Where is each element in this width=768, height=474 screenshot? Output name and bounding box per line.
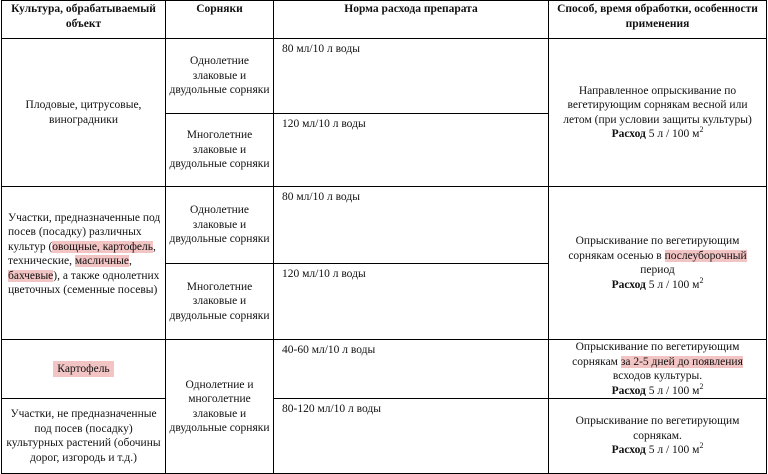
method-cell: Опрыскивание по вегетирующим сорнякам осенью в послеуборочный период Расход 5 л / 100 $м^2$ xyxy=(549,187,767,340)
table-row xyxy=(2,39,767,114)
culture-cell: Участки, предназначенные под посев (посадку) различных культур (овощные, картофель, технические, масличные, бахчевые), а также однолетних цветочных (семенные посевы) xyxy=(2,187,166,340)
weeds-cell: Однолетние и многолетние злаковые и двудольные сорняки xyxy=(166,340,274,474)
table-row xyxy=(2,340,767,399)
culture-cell: Плодовые, цитрусовые, виноградники xyxy=(2,39,166,187)
consumption-label: Расход xyxy=(611,128,646,140)
consumption-value: 5 л / 100 м xyxy=(648,444,700,457)
header-culture: Культура, обрабатываемый объект xyxy=(2,1,166,39)
rate-cell: 40-60 мл/10 л воды xyxy=(274,340,549,399)
consumption-sup: 2 xyxy=(699,381,704,391)
weeds-cell: Многолетние злаковые и двудольные сорняки xyxy=(166,264,274,340)
weeds-cell: Однолетние злаковые и двудольные сорняки xyxy=(166,187,274,264)
consumption-sup: 2 xyxy=(699,441,704,451)
weeds-cell: Многолетние злаковые и двудольные сорняки xyxy=(166,114,274,187)
consumption-sup: 2 xyxy=(699,275,704,285)
culture-cell xyxy=(2,340,166,399)
rate-cell: 80 мл/10 л воды xyxy=(274,39,549,114)
rate-cell: 80-120 мл/10 л воды xyxy=(274,399,549,474)
header-weeds: Сорняки xyxy=(166,1,274,39)
consumption-value: 5 л / 100 м xyxy=(648,278,700,291)
method-cell xyxy=(549,39,767,187)
highlight: Картофель xyxy=(53,361,113,377)
weeds-cell: Однолетние злаковые и двудольные сорняки xyxy=(166,39,274,114)
header-method: Способ, время обработки, особенности применения xyxy=(549,1,767,39)
rate-cell: 120 мл/10 л воды xyxy=(274,264,549,340)
highlight: бахчевые xyxy=(8,269,54,282)
consumption-value: 5 л / 100 м xyxy=(648,384,700,397)
culture-cell: Участки, не предназначенные под посев (посадку) культурных растений (обочины дорог, изгородь и т.д.) xyxy=(2,399,166,474)
table-row xyxy=(2,399,767,474)
consumption-label: Расход xyxy=(611,278,646,291)
consumption-sup: 2 xyxy=(699,125,704,135)
table-header-row xyxy=(2,1,767,39)
highlight: послеуборочный xyxy=(664,249,747,262)
herbicide-application-table xyxy=(1,0,767,474)
highlight: за 2-5 дней до появления xyxy=(620,355,743,368)
header-rate: Норма расхода препарата xyxy=(274,1,549,39)
consumption-label: Расход xyxy=(611,444,646,457)
highlight: масличные xyxy=(74,255,129,267)
table-row xyxy=(2,187,767,264)
method-cell: Опрыскивание по вегетирующим сорнякам. Расход 5 л / 100 $м^2$ xyxy=(549,399,767,474)
rate-cell: 80 мл/10 л воды xyxy=(274,187,549,264)
highlight: овощные, картофель xyxy=(52,240,154,253)
consumption-value: 5 л / 100 м xyxy=(648,128,700,140)
rate-cell: 120 мл/10 л воды xyxy=(274,114,549,187)
method-cell: Опрыскивание по вегетирующим сорнякам за 2-5 дней до появления всходов культуры. Расход 5 л / 100 $м^2$ xyxy=(549,340,767,399)
method-text: Направленное опрыскивание по вегетирующим сорнякам весной или летом (при условии защиты культуры) xyxy=(563,84,752,126)
consumption-label: Расход xyxy=(611,384,646,397)
